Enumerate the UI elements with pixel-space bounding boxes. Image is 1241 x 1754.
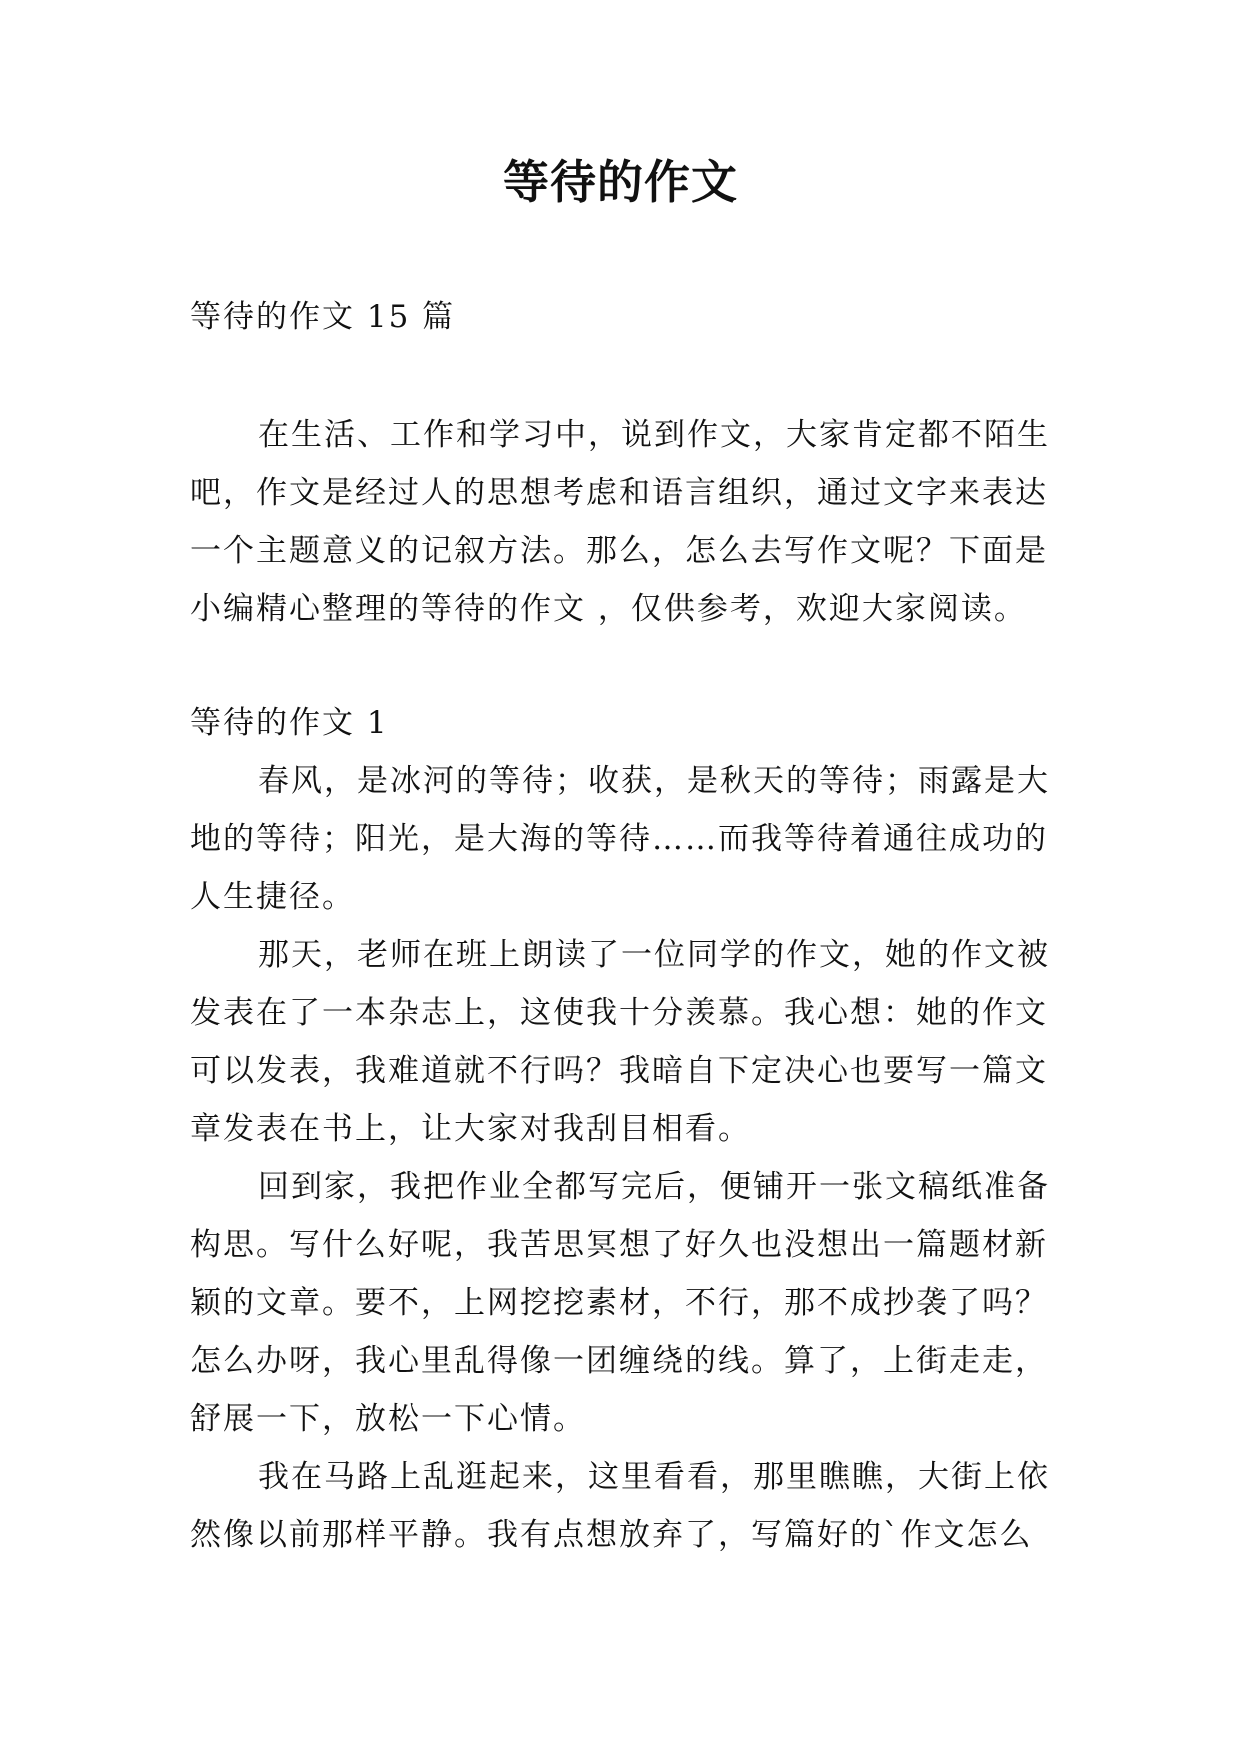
document-title: 等待的作文: [503, 155, 738, 209]
document-subtitle: 等待的作文 15 篇: [190, 299, 456, 335]
essay-section: [190, 694, 1070, 1564]
essay-paragraph-3: 回到家，我把作业全都写完后，便铺开一张文稿纸准备构思。写什么好呢，我苦思冥想了好久也没想出一篇题材新颖的文章。要不，上网挖挖素材，不行，那不成抄袭了吗？怎么办呀，我心里乱得像一团缠绕的线。算了，上街走走，舒展一下，放松一下心情。: [190, 1169, 1050, 1437]
essay-paragraph-2: 那天，老师在班上朗读了一位同学的作文，她的作文被发表在了一本杂志上，这使我十分羡慕。我心想：她的作文可以发表，我难道就不行吗？我暗自下定决心也要写一篇文章发表在书上，让大家对我刮目相看。: [190, 937, 1050, 1147]
intro-paragraph: 在生活、工作和学习中，说到作文，大家肯定都不陌生吧，作文是经过人的思想考虑和语言组织，通过文字来表达一个主题意义的记叙方法。那么，怎么去写作文呢？下面是小编精心整理的等待的作文 ，仅供参考，欢迎大家阅读。: [190, 417, 1050, 627]
essay-paragraph-4: 我在马路上乱逛起来，这里看看，那里瞧瞧，大街上依然像以前那样平静。我有点想放弃了，写篇好的`作文怎么: [190, 1459, 1050, 1553]
essay-paragraph-1: 春风，是冰河的等待；收获，是秋天的等待；雨露是大地的等待；阳光，是大海的等待……而我等待着通往成功的人生捷径。: [190, 763, 1050, 915]
section-title: 等待的作文 1: [190, 705, 389, 741]
